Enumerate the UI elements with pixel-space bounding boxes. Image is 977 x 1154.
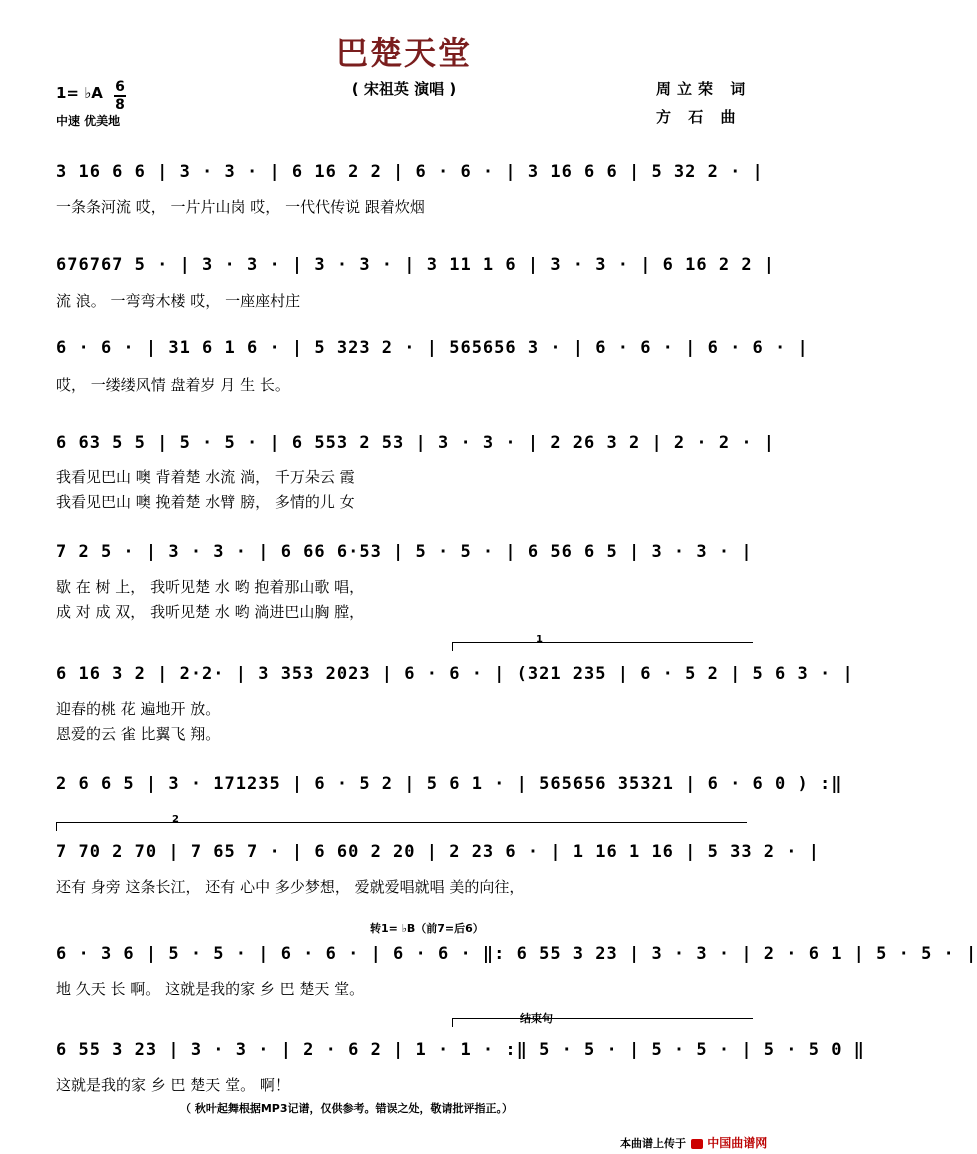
notation-line: 6 · 6 · | 31 6 1 6 · | 5 323 2 · | 565656 3 · | 6 · 6 · | 6 · 6 · | [56, 338, 809, 358]
transcription-note: （ 秋叶起舞根据MP3记谱，仅供参考。错误之处，敬请批评指正。） [180, 1102, 513, 1115]
notation-line: 676767 5 · | 3 · 3 · | 3 · 3 · | 3 11 1 6 | 3 · 3 · | 6 16 2 2 | [56, 255, 776, 275]
singer-credit: ( 宋祖英 演唱 ) [351, 80, 457, 98]
ending-bracket [452, 1018, 753, 1027]
lyric-line: 恩爱的云 雀 比翼飞 翔。 [56, 725, 221, 743]
notation-line: 6 63 5 5 | 5 · 5 · | 6 553 2 53 | 3 · 3 · | 2 26 3 2 | 2 · 2 · | [56, 433, 776, 453]
upload-text: 本曲谱上传于 [620, 1137, 686, 1150]
modulation-marking: 转1= ♭B（前7=后6） [370, 922, 484, 935]
time-signature-bottom: 8 [115, 97, 125, 113]
logo-icon [691, 1139, 703, 1149]
notation-line: 2 6 6 5 | 3 · 171235 | 6 · 5 2 | 5 6 1 · | 565656 35321 | 6 · 6 0 ) :‖ [56, 774, 843, 794]
key-signature: 1= ♭A [56, 84, 103, 102]
lyric-line: 我看见巴山 噢 挽着楚 水臂 膀， 多情的儿 女 [56, 493, 355, 511]
lyric-line: 哎， 一缕缕风情 盘着岁 月 生 长。 [56, 376, 290, 394]
lyric-line: 还有 身旁 这条长江， 还有 心中 多少梦想， 爱就爱唱就唱 美的向往， [56, 878, 525, 896]
lyric-line: 地 久天 长 啊。 这就是我的家 乡 巴 楚天 堂。 [56, 980, 365, 998]
notation-line: 7 2 5 · | 3 · 3 · | 6 66 6·53 | 5 · 5 · | 6 56 6 5 | 3 · 3 · | [56, 542, 753, 562]
lyric-line: 流 浪。 一弯弯木楼 哎， 一座座村庄 [56, 292, 301, 310]
notation-line: 3 16 6 6 | 3 · 3 · | 6 16 2 2 | 6 · 6 · | 3 16 6 6 | 5 32 2 · | [56, 162, 764, 182]
volta-bracket-2 [56, 822, 747, 831]
site-name: 中国曲谱网 [707, 1136, 768, 1150]
lyric-line: 我看见巴山 噢 背着楚 水流 淌， 千万朵云 霞 [56, 468, 355, 486]
volta-label: 1 [536, 634, 543, 645]
site-logo [691, 1136, 767, 1150]
notation-line: 6 16 3 2 | 2·2· | 3 353 2023 | 6 · 6 · | (321 235 | 6 · 5 2 | 5 6 3 · | [56, 664, 854, 684]
time-signature-top: 6 [115, 79, 125, 95]
lyricist-credit: 周立荣 词 [656, 80, 752, 98]
notation-line: 7 70 2 70 | 7 65 7 · | 6 60 2 20 | 2 23 6 · | 1 16 1 16 | 5 33 2 · | [56, 842, 820, 862]
volta-bracket-1 [452, 642, 753, 651]
song-title: 巴楚天堂 [335, 34, 472, 72]
lyric-line: 一条条河流 哎， 一片片山岗 哎， 一代代传说 跟着炊烟 [56, 198, 425, 216]
notation-line: 6 · 3 6 | 5 · 5 · | 6 · 6 · | 6 · 6 · ‖: 6 55 3 23 | 3 · 3 · | 2 · 6 1 | 5 · 5 · | [56, 944, 977, 964]
lyric-line: 迎春的桃 花 遍地开 放。 [56, 700, 221, 718]
upload-credit [620, 1132, 767, 1151]
time-signature [114, 80, 126, 112]
tempo-marking: 中速 优美地 [56, 114, 121, 128]
lyric-line: 成 对 成 双， 我听见楚 水 哟 淌进巴山胸 膛， [56, 603, 365, 621]
ending-label: 结束句 [520, 1012, 553, 1025]
lyric-line: 这就是我的家 乡 巴 楚天 堂。 啊！ [56, 1076, 290, 1094]
volta-label: 2 [172, 814, 179, 825]
composer-credit: 方 石 曲 [656, 108, 742, 126]
lyric-line: 歇 在 树 上， 我听见楚 水 哟 抱着那山歌 唱， [56, 578, 365, 596]
notation-line: 6 55 3 23 | 3 · 3 · | 2 · 6 2 | 1 · 1 · :‖ 5 · 5 · | 5 · 5 · | 5 · 5 0 ‖ [56, 1040, 865, 1060]
